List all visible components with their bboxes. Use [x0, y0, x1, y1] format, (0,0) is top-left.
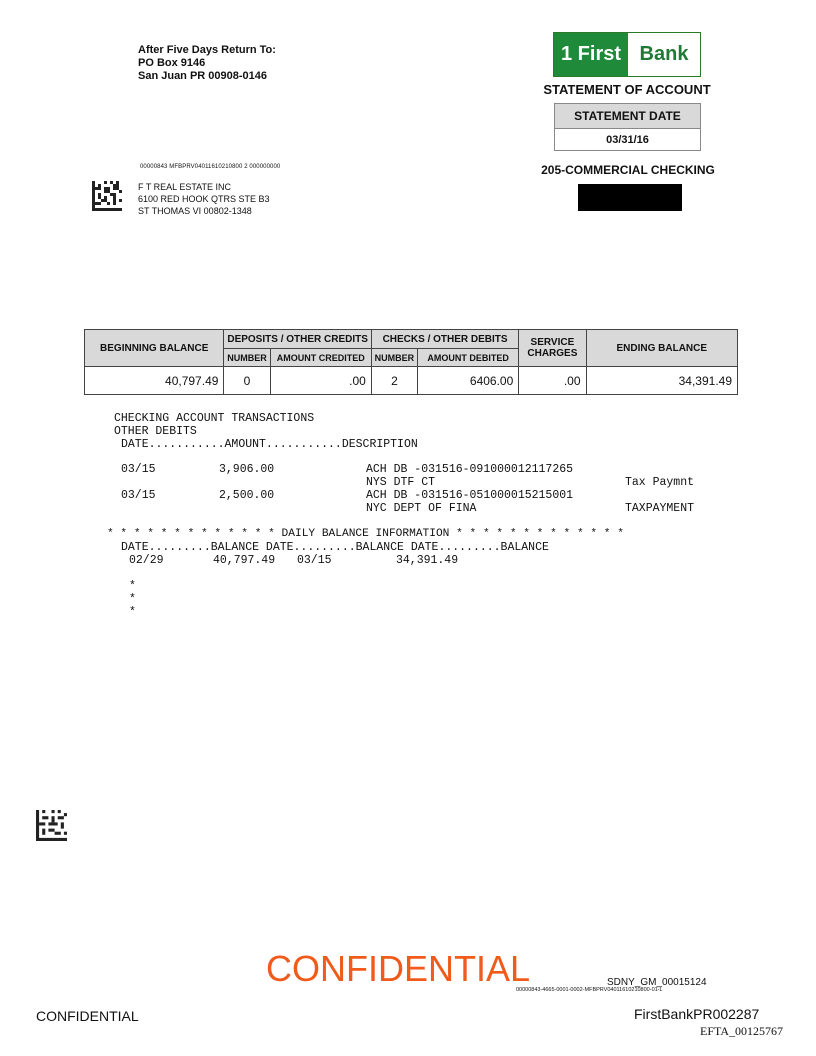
daily-balance-banner: * * * * * * * * * * * * * DAILY BALANCE INFORMATION * * * * * * * * * * * * * — [107, 528, 624, 540]
transaction-desc-2: NYS DTF CT — [366, 476, 436, 489]
transaction-amount: 2,500.00 — [219, 489, 275, 502]
mailing-address — [138, 181, 270, 217]
transaction-note: Tax Paymnt — [625, 476, 695, 489]
return-address-line: PO Box 9146 — [138, 57, 206, 69]
sdny-id: SDNY_GM_00015124 — [607, 977, 707, 988]
star-marker: * — [129, 580, 136, 593]
transaction-date: 03/15 — [121, 463, 156, 476]
account-summary-table — [84, 329, 738, 395]
header-beginning-balance: BEGINNING BALANCE — [85, 330, 224, 367]
transactions-title: CHECKING ACCOUNT TRANSACTIONS — [114, 412, 315, 425]
star-marker: * — [129, 593, 136, 606]
header-deposits: DEPOSITS / OTHER CREDITS — [224, 330, 371, 349]
confidential-stamp: CONFIDENTIAL — [266, 948, 531, 989]
confidential-label: CONFIDENTIAL — [36, 1008, 139, 1024]
header-deposits-number: NUMBER — [224, 349, 270, 367]
barcode-icon — [92, 181, 122, 211]
logo-first: 1 First — [554, 33, 628, 76]
header-service-charges: SERVICE CHARGES — [519, 330, 586, 367]
return-address-line: San Juan PR 00908-0146 — [138, 70, 268, 82]
logo-bank: Bank — [628, 33, 700, 76]
statement-title: STATEMENT OF ACCOUNT — [543, 82, 711, 97]
deposits-number-value: 0 — [224, 367, 270, 395]
return-address — [138, 44, 276, 83]
statement-date-label: STATEMENT DATE — [555, 104, 700, 129]
statement-date-box — [554, 103, 701, 151]
checks-number-value: 2 — [371, 367, 417, 395]
mailing-street: 6100 RED HOOK QTRS STE B3 — [138, 194, 270, 204]
daily-balance-column-header: DATE.........BALANCE DATE.........BALANCE DATE.........BALANCE — [121, 541, 549, 554]
bates-id: FirstBankPR002287 — [634, 1006, 760, 1022]
header-ending-balance: ENDING BALANCE — [586, 330, 738, 367]
statement-date-value: 03/31/16 — [606, 134, 649, 146]
ending-balance-value: 34,391.49 — [586, 367, 738, 395]
header-amount-debited: AMOUNT DEBITED — [418, 349, 519, 367]
header-checks-number: NUMBER — [371, 349, 417, 367]
transactions-column-header: DATE...........AMOUNT...........DESCRIPTION — [121, 438, 418, 451]
account-type: 205-COMMERCIAL CHECKING — [541, 163, 715, 177]
transaction-amount: 3,906.00 — [219, 463, 275, 476]
mailing-ref-code: 00000843 MFBPRV04011610210800 2 000000000 — [140, 164, 281, 170]
transaction-desc-2: NYC DEPT OF FINA — [366, 502, 477, 515]
return-address-line: After Five Days Return To: — [138, 44, 276, 56]
daily-balance-date: 03/15 — [297, 554, 332, 567]
efta-id: EFTA_00125767 — [700, 1024, 784, 1038]
footer-tiny-ref: 00000843-4665-0001-0002-MFBPRV04011610210800-01-L — [516, 987, 663, 993]
daily-balance-amount: 40,797.49 — [213, 554, 276, 567]
redaction-box — [578, 184, 682, 211]
amount-credited-value: .00 — [270, 367, 371, 395]
barcode-icon — [36, 810, 67, 841]
transaction-desc-1: ACH DB -031516-091000012117265 — [366, 463, 574, 476]
header-checks: CHECKS / OTHER DEBITS — [371, 330, 518, 349]
mailing-city: ST THOMAS VI 00802-1348 — [138, 206, 252, 216]
daily-balance-date: 02/29 — [129, 554, 164, 567]
daily-balance-amount: 34,391.49 — [396, 554, 459, 567]
transactions-subsection: OTHER DEBITS — [114, 425, 197, 438]
mailing-name: F T REAL ESTATE INC — [138, 182, 232, 192]
service-charges-value: .00 — [519, 367, 586, 395]
transaction-desc-1: ACH DB -031516-051000015215001 — [366, 489, 574, 502]
bank-logo — [553, 32, 701, 77]
header-amount-credited: AMOUNT CREDITED — [270, 349, 371, 367]
star-marker: * — [129, 606, 136, 619]
transaction-date: 03/15 — [121, 489, 156, 502]
transaction-note: TAXPAYMENT — [625, 502, 695, 515]
amount-debited-value: 6406.00 — [418, 367, 519, 395]
beginning-balance-value: 40,797.49 — [85, 367, 224, 395]
